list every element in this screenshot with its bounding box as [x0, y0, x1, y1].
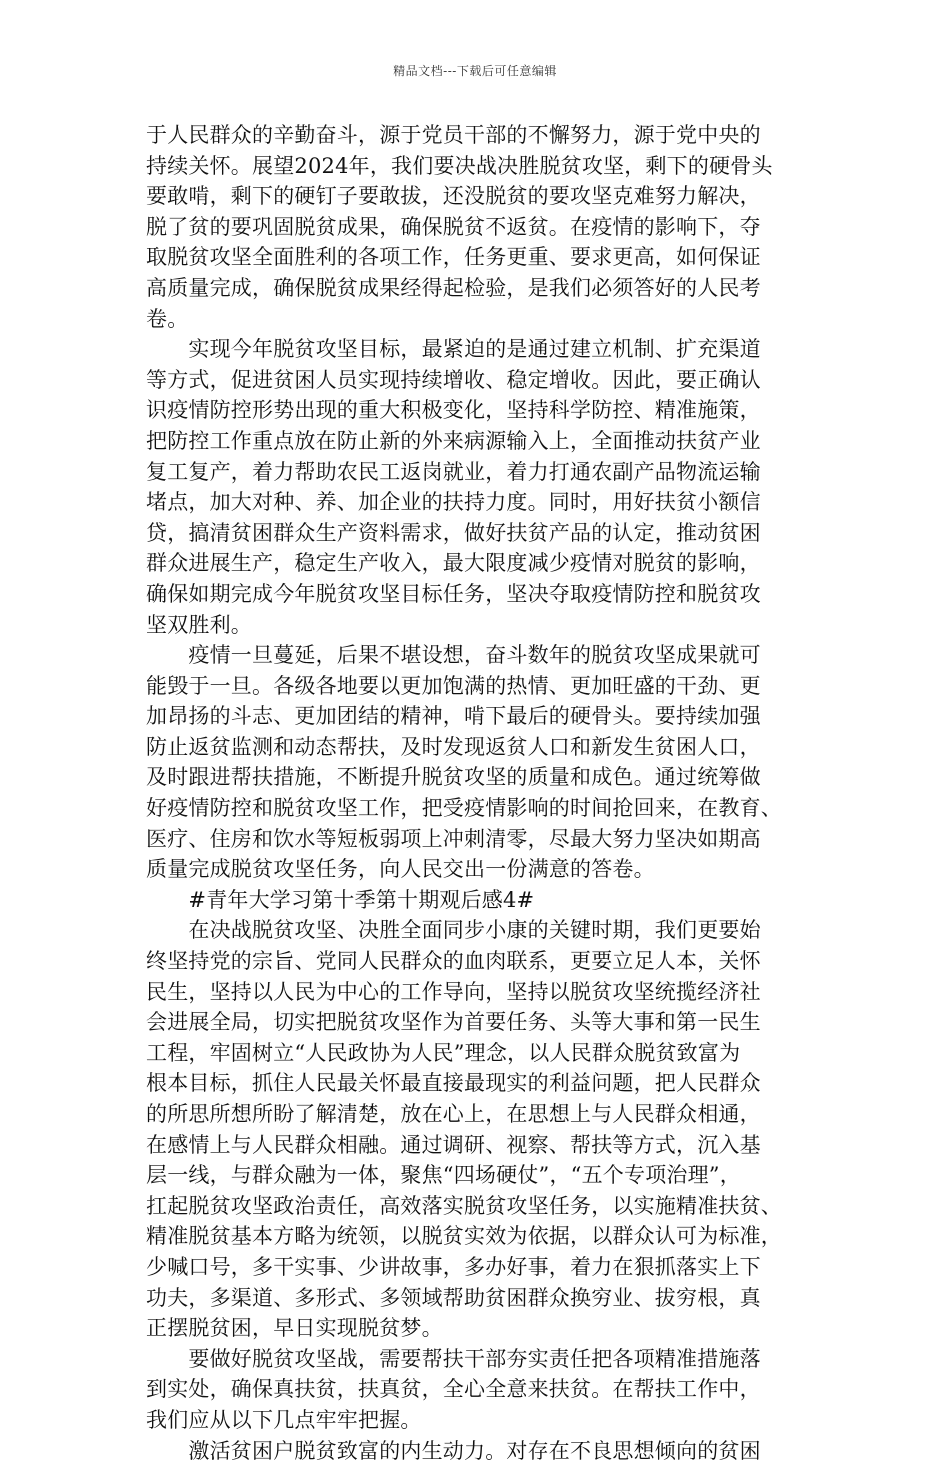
text-line: 工程，牢固树立“人民政协为人民”理念，以人民群众脱贫致富为: [146, 1040, 741, 1065]
text-line: 贷，搞清贫困群众生产资料需求，做好扶贫产品的认定，推动贫困: [146, 520, 761, 545]
text-line: 复工复产，着力帮助农民工返岗就业，着力打通农副产品物流运输: [146, 459, 761, 484]
text-line: 防止返贫监测和动态帮扶，及时发现返贫人口和新发生贫困人口，: [146, 734, 761, 759]
text-line: 坚双胜利。: [146, 612, 252, 637]
text-line: 在感情上与人民群众相融。通过调研、视察、帮扶等方式，沉入基: [146, 1132, 761, 1157]
text-line: 终坚持党的宗旨、党同人民群众的血肉联系，更要立足人本，关怀: [146, 949, 761, 974]
text-line: 医疗、住房和饮水等短板弱项上冲刺清零，尽最大努力坚决如期高: [146, 826, 761, 851]
text-line: 质量完成脱贫攻坚任务，向人民交出一份满意的答卷。: [146, 857, 655, 882]
text-line: 民生，坚持以人民为中心的工作导向，坚持以脱贫攻坚统揽经济社: [146, 979, 761, 1004]
text-line: 高质量完成，确保脱贫成果经得起检验，是我们必须答好的人民考: [146, 275, 761, 300]
page-header: 精品文档---下载后可任意编辑: [393, 64, 557, 78]
text-line: 层一线，与群众融为一体，聚焦“四场硬仗”，“五个专项治理”，: [146, 1163, 741, 1188]
text-line: 扛起脱贫攻坚政治责任，高效落实脱贫攻坚任务，以实施精准扶贫、: [146, 1193, 782, 1218]
document-body: [146, 120, 811, 1466]
text-line: 在决战脱贫攻坚、决胜全面同步小康的关键时期，我们更要始: [146, 918, 761, 943]
text-line: 少喊口号，多干实事、少讲故事，多办好事，着力在狠抓落实上下: [146, 1254, 761, 1279]
text-line: 脱了贫的要巩固脱贫成果，确保脱贫不返贫。在疫情的影响下，夺: [146, 214, 761, 239]
text-line: 堵点，加大对种、养、加企业的扶持力度。同时，用好扶贫小额信: [146, 490, 761, 515]
text-line: 会进展全局，切实把脱贫攻坚作为首要任务、头等大事和第一民生: [146, 1010, 761, 1035]
text-line: 根本目标，抓住人民最关怀最直接最现实的利益问题，把人民群众: [146, 1071, 761, 1096]
text-line: 及时跟进帮扶措施，不断提升脱贫攻坚的质量和成色。通过统筹做: [146, 765, 761, 790]
text-line: 于人民群众的辛勤奋斗，源于党员干部的不懈努力，源于党中央的: [146, 123, 761, 147]
text-line: 群众进展生产，稳定生产收入，最大限度减少疫情对脱贫的影响，: [146, 551, 761, 576]
text-line: 识疫情防控形势出现的重大积极变化，坚持科学防控、精准施策，: [146, 398, 761, 423]
text-line: 到实处，确保真扶贫，扶真贫，全心全意来扶贫。在帮扶工作中，: [146, 1377, 761, 1402]
text-line: 要做好脱贫攻坚战，需要帮扶干部夯实责任把各项精准措施落: [146, 1346, 761, 1371]
text-line: 把防控工作重点放在防止新的外来病源输入上，全面推动扶贫产业: [146, 428, 761, 453]
text-line: 我们应从以下几点牢牢把握。: [146, 1407, 422, 1432]
text-line: 激活贫困户脱贫致富的内生动力。对存在不良思想倾向的贫困: [146, 1438, 761, 1463]
text-line: 能毁于一旦。各级各地要以更加饱满的热情、更加旺盛的干劲、更: [146, 673, 761, 698]
text-line: 疫情一旦蔓延，后果不堪设想，奋斗数年的脱贫攻坚成果就可: [146, 643, 761, 668]
text-line: 的所思所想所盼了解清楚，放在心上，在思想上与人民群众相通，: [146, 1102, 761, 1126]
text-line: 好疫情防控和脱贫攻坚工作，把受疫情影响的时间抢回来，在教育、: [146, 796, 782, 821]
text-line: 正摆脱贫困，早日实现脱贫梦。: [146, 1316, 443, 1341]
text-line: 实现今年脱贫攻坚目标，最紧迫的是通过建立机制、扩充渠道: [146, 337, 761, 362]
text-line: 加昂扬的斗志、更加团结的精神，啃下最后的硬骨头。要持续加强: [146, 704, 761, 729]
text-line: 确保如期完成今年脱贫攻坚目标任务，坚决夺取疫情防控和脱贫攻: [146, 581, 761, 606]
text-line: 功夫，多渠道、多形式、多领域帮助贫困群众换穷业、拔穷根，真: [146, 1285, 761, 1310]
text-line: #青年大学习第十季第十期观后感4#: [146, 887, 535, 912]
text-line: 精准脱贫基本方略为统领，以脱贫实效为依据，以群众认可为标准，: [146, 1224, 782, 1249]
text-line: 取脱贫攻坚全面胜利的各项工作，任务更重、要求更高，如何保证: [146, 245, 761, 270]
text-line: 持续关怀。展望2024年，我们要决战决胜脱贫攻坚，剩下的硬骨头: [146, 153, 773, 178]
text-line: 等方式，促进贫困人员实现持续增收、稳定增收。因此，要正确认: [146, 367, 761, 392]
text-line: 卷。: [146, 306, 189, 331]
text-line: 要敢啃，剩下的硬钉子要敢拔，还没脱贫的要攻坚克难努力解决，: [146, 184, 761, 209]
